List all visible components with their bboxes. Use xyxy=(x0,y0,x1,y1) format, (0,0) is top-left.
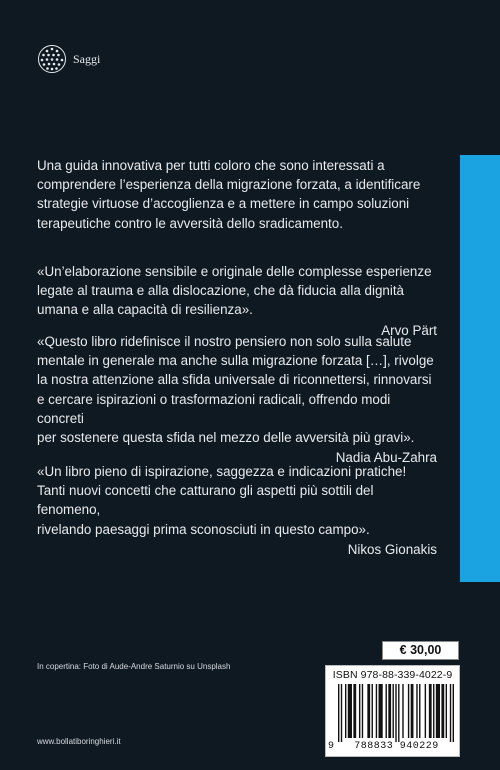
quote-line: legate al trauma e alla dislocazione, che dà fiducia alla dignità xyxy=(37,283,404,299)
price-tag: € 30,00 xyxy=(382,641,459,660)
quote-line: rivelando paesaggi prima sconosciuti in questo campo». xyxy=(37,521,370,537)
intro-line: strategie virtuose d’accoglienza e a mettere in campo soluzioni xyxy=(37,196,410,212)
barcode-bar xyxy=(453,684,454,742)
quote-text xyxy=(37,262,437,320)
barcode-panel xyxy=(325,665,460,757)
barcode-bar xyxy=(348,684,352,738)
quote-author: Arvo Pärt xyxy=(381,322,437,338)
barcode-bar xyxy=(376,684,377,738)
barcode-bar xyxy=(446,684,447,738)
isbn-label: ISBN 978-88-339-4022-9 xyxy=(332,669,453,681)
publisher-logo xyxy=(37,44,100,74)
barcode-bar xyxy=(379,684,383,738)
barcode-digits: 788833 940229 xyxy=(354,741,439,752)
publisher-emblem-icon xyxy=(37,44,67,74)
quote-author: Nikos Gionakis xyxy=(347,541,437,557)
barcode-bar xyxy=(393,684,394,738)
intro-line: Una guida innovativa per tutti coloro che sono interessati a xyxy=(37,158,385,173)
barcode-bar xyxy=(372,684,373,738)
publisher-website: www.bollatiboringhieri.it xyxy=(37,737,121,746)
barcode-bar xyxy=(416,684,417,738)
barcode-bar xyxy=(338,684,339,742)
intro-text xyxy=(37,156,437,233)
quote-line: per sostenere questa sfida nel mezzo delle avversità più gravi». xyxy=(37,430,415,446)
series-label: Saggi xyxy=(73,51,101,66)
barcode-bar xyxy=(425,684,426,738)
intro-line: terapeutiche contro le avversità dello sradicamento. xyxy=(37,215,343,231)
barcode-bar xyxy=(419,684,420,738)
barcode-bar xyxy=(345,684,346,738)
barcode-bar xyxy=(386,684,387,738)
endorsement-quote xyxy=(37,332,437,467)
quote-line: «Un’elaborazione sensibile e originale delle complesse esperienze xyxy=(37,264,432,279)
quote-text xyxy=(37,332,437,447)
barcode-bar xyxy=(359,684,360,738)
accent-bar xyxy=(460,155,500,582)
quote-line: umana e alla capacità di resilienza». xyxy=(37,302,253,318)
barcode-bar xyxy=(398,684,399,742)
quote-line: Tanti nuovi concetti che catturano gli aspetti più sottili del fenomeno, xyxy=(37,483,374,518)
barcode-bar xyxy=(388,684,391,738)
cover-credit: In copertina: Foto di Aude-Andre Saturnio su Unsplash xyxy=(37,662,231,671)
quote-line: «Un libro pieno di ispirazione, saggezza e indicazioni pratiche! xyxy=(37,464,407,479)
quote-line: «Questo libro ridefinisce il nostro pensiero non solo sulla salute xyxy=(37,334,412,349)
barcode-bar xyxy=(408,684,409,738)
barcode-bar xyxy=(395,684,396,742)
barcode-bar xyxy=(433,684,434,738)
barcode-bar xyxy=(353,684,356,738)
barcode-bar xyxy=(441,684,444,738)
quote-line: la nostra attenzione alla sfida universale di riconnettersi, rinnovarsi xyxy=(37,372,432,388)
barcode-bar xyxy=(450,684,451,742)
quote-author: Nadia Abu-Zahra xyxy=(335,450,437,466)
barcode-bar xyxy=(362,684,363,738)
barcode-bar xyxy=(341,684,342,742)
barcode-bar xyxy=(402,684,403,738)
barcode-bar xyxy=(411,684,414,738)
barcode-graphic xyxy=(338,684,454,742)
barcode-bar xyxy=(429,684,432,738)
endorsement-quote xyxy=(37,462,437,559)
quote-line: e cercare ispirazioni o trasformazioni radicali, offrendo modi concreti xyxy=(37,391,391,426)
quote-line: mentale in generale ma anche sulla migrazione forzata […], rivolge xyxy=(37,353,434,369)
barcode-bar xyxy=(367,684,370,738)
barcode-bar xyxy=(436,684,440,738)
quote-text xyxy=(37,462,437,539)
endorsement-quote xyxy=(37,262,437,340)
barcode-first-digit: 9 xyxy=(328,741,335,752)
intro-line: comprendere l’esperienza della migrazione forzata, a identificare xyxy=(37,177,421,193)
